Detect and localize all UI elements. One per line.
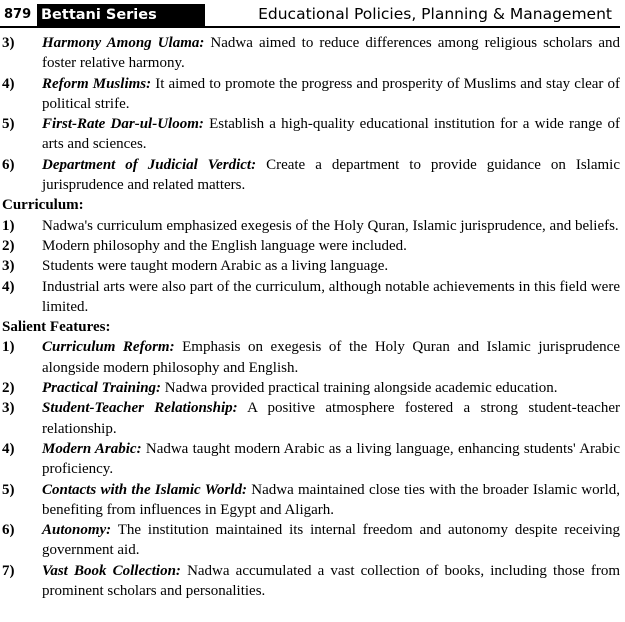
section-heading-salient-features: Salient Features:	[2, 319, 111, 336]
item-number: 4)	[2, 75, 15, 92]
item-number: 2)	[2, 380, 15, 397]
list-item	[2, 520, 620, 561]
item-number: 3)	[2, 35, 15, 51]
item-term: First-Rate Dar-ul-Uloom:	[42, 116, 204, 133]
item-text: Nadwa taught modern Arabic as a living language, enhancing students' Arabic proficiency.	[42, 440, 621, 478]
item-text: The institution maintained its internal freedom and autonomy despite receiving government aid.	[42, 522, 620, 559]
item-text: It aimed to promote the progress and prosperity of Muslims and stay clear of political strife.	[42, 75, 621, 112]
item-number: 3)	[2, 258, 15, 275]
item-text: Establish a high-quality educational institution for a wide range of arts and sciences.	[42, 116, 620, 153]
list-item	[2, 216, 620, 236]
item-text: Nadwa provided practical training alongside academic education.	[161, 380, 558, 397]
list-item	[2, 74, 620, 115]
item-number: 1)	[2, 339, 15, 356]
page-body	[2, 33, 620, 601]
list-item	[2, 256, 620, 276]
item-number: 1)	[2, 217, 15, 234]
item-term: Modern Arabic:	[42, 440, 142, 457]
item-term: Harmony Among Ulama:	[42, 35, 205, 51]
item-term: Practical Training:	[42, 380, 162, 397]
list-item	[2, 337, 620, 378]
list-item	[2, 277, 620, 318]
item-term: Reform Muslims:	[42, 75, 152, 92]
item-number: 4)	[2, 278, 15, 295]
item-text: Nadwa maintained close ties with the broader Islamic world, benefiting from influences in Egypt and Aligarh.	[42, 481, 621, 518]
item-number: 4)	[2, 440, 15, 457]
item-text: Emphasis on exegesis of the Holy Quran and Islamic jurisprudence alongside modern philosophy and English.	[42, 339, 620, 376]
item-text: A positive atmosphere fostered a strong student-teacher relationship.	[42, 400, 620, 437]
item-number: 2)	[2, 237, 15, 254]
list-item	[2, 398, 620, 439]
item-text: Industrial arts were also part of the curriculum, although notable achievements in this field were limited.	[42, 278, 620, 315]
item-text: Create a department to provide guidance on Islamic jurisprudence and related matters.	[42, 156, 620, 194]
item-text: Nadwa aimed to reduce differences among religious scholars and foster relative harmony.	[42, 35, 621, 72]
list-item	[2, 439, 620, 480]
item-number: 5)	[2, 116, 15, 133]
section-heading-curriculum: Curriculum:	[2, 197, 84, 214]
page-header	[0, 2, 620, 28]
item-number: 5)	[2, 481, 15, 498]
list-item	[2, 236, 620, 256]
item-text: Nadwa accumulated a vast collection of books, including those from prominent scholars and personalities.	[42, 562, 620, 600]
item-term: Student-Teacher Relationship:	[42, 400, 238, 417]
item-text: Modern philosophy and the English language were included.	[42, 237, 407, 254]
item-term: Department of Judicial Verdict:	[42, 156, 257, 173]
item-number: 7)	[2, 562, 15, 579]
list-item	[2, 480, 620, 521]
item-text: Nadwa's curriculum emphasized exegesis of the Holy Quran, Islamic jurisprudence, and beliefs.	[42, 217, 619, 234]
list-item	[2, 378, 620, 398]
item-term: Autonomy:	[42, 522, 112, 539]
series-label: Bettani Series	[37, 4, 205, 26]
list-item	[2, 33, 620, 74]
item-term: Contacts with the Islamic World:	[42, 481, 247, 498]
item-number: 6)	[2, 156, 15, 173]
item-text: Students were taught modern Arabic as a living language.	[42, 258, 389, 275]
chapter-title: Educational Policies, Planning & Management	[258, 5, 612, 23]
item-term: Vast Book Collection:	[42, 562, 181, 579]
page-number: 879	[4, 7, 32, 22]
list-item	[2, 155, 620, 196]
item-term: Curriculum Reform:	[42, 339, 175, 356]
item-number: 3)	[2, 400, 15, 417]
list-item	[2, 114, 620, 155]
item-number: 6)	[2, 522, 15, 539]
list-item	[2, 561, 620, 602]
